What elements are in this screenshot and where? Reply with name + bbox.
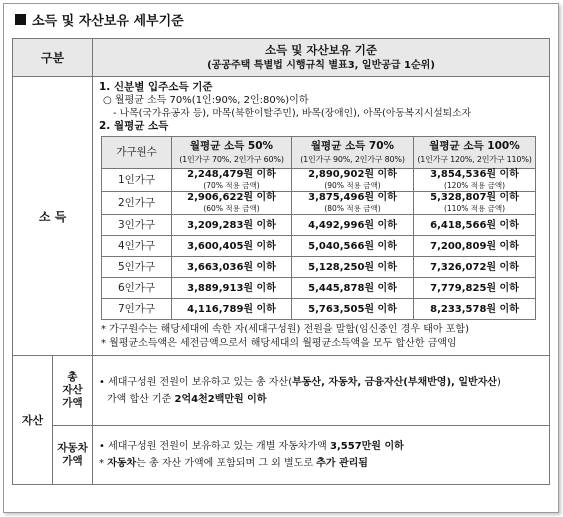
- income-section-1: 1. 신분별 입주소득 기준: [99, 81, 213, 93]
- cell-100: 5,328,807원 이하 (110% 적용 금액): [414, 192, 536, 215]
- cell-100: 3,854,536원 이하 (120% 적용 금액): [414, 169, 536, 192]
- cell-100: 7,200,809원 이하: [414, 236, 536, 257]
- income-col-70: 월평균 소득 70% (1인가구 90%, 2인가구 80%): [292, 137, 414, 169]
- cell-70: 5,763,505원 이하: [292, 299, 414, 320]
- row-household: 7인가구: [102, 299, 172, 320]
- cell-50: 3,889,913원 이하: [172, 278, 292, 299]
- row-household: 4인가구: [102, 236, 172, 257]
- cell-70: 2,890,902원 이하 (90% 적용 금액): [292, 169, 414, 192]
- income-note-2: * 월평균소득액은 세전금액으로서 해당세대의 월평균소득액을 모두 합산한 금액임: [101, 338, 457, 349]
- square-bullet-icon: [15, 14, 26, 25]
- asset-label: 자산: [13, 356, 53, 485]
- table-row: [102, 215, 536, 236]
- income-line-2: - 나목(국가유공자 등), 마목(북한이탈주민), 바목(장애인), 아목(아동복지시설퇴소자: [113, 108, 472, 119]
- row-household: 2인가구: [102, 192, 172, 215]
- income-table: [101, 136, 536, 320]
- income-col-household: 가구원수: [102, 137, 172, 169]
- cell-100: 6,418,566원 이하: [414, 215, 536, 236]
- cell-50: 3,600,405원 이하: [172, 236, 292, 257]
- table-row: [102, 278, 536, 299]
- income-content: [93, 77, 550, 356]
- cell-100: 8,233,578원 이하: [414, 299, 536, 320]
- total-asset-label: 총 자산 가액: [53, 356, 93, 426]
- income-line-1: ○ 월평균 소득 70%(1인:90%, 2인:80%)이하: [103, 95, 309, 106]
- cell-70: 5,128,250원 이하: [292, 257, 414, 278]
- row-household: 1인가구: [102, 169, 172, 192]
- criteria-table: [12, 38, 550, 485]
- income-col-100: 월평균 소득 100% (1인가구 120%, 2인가구 110%): [414, 137, 536, 169]
- row-household: 5인가구: [102, 257, 172, 278]
- table-row: [102, 236, 536, 257]
- income-section-2: 2. 월평균 소득: [99, 120, 169, 132]
- cell-50: 2,906,622원 이하 (60% 적용 금액): [172, 192, 292, 215]
- row-household: 3인가구: [102, 215, 172, 236]
- cell-50: 3,209,283원 이하: [172, 215, 292, 236]
- cell-100: 7,779,825원 이하: [414, 278, 536, 299]
- income-label: 소 득: [13, 77, 93, 356]
- table-row: [102, 192, 536, 215]
- header-criteria-subtitle: (공공주택 특별법 시행규칙 별표3, 일반공급 1순위): [207, 59, 435, 71]
- car-asset-content: • 세대구성원 전원이 보유하고 있는 개별 자동차가액 3,557만원 이하 * 자동차는 총 자산 가액에 포함되며 그 외 별도로 추가 관리됨: [93, 426, 550, 485]
- header-criteria-title: 소득 및 자산보유 기준: [265, 42, 377, 57]
- car-asset-label: 자동차 가액: [53, 426, 93, 485]
- cell-100: 7,326,072원 이하: [414, 257, 536, 278]
- header-criteria: [93, 39, 550, 77]
- section-title: [15, 10, 184, 29]
- cell-70: 4,492,996원 이하: [292, 215, 414, 236]
- cell-70: 3,875,496원 이하 (80% 적용 금액): [292, 192, 414, 215]
- total-asset-content: • 세대구성원 전원이 보유하고 있는 총 자산(부동산, 자동차, 금융자산(부채반영), 일반자산) 가액 합산 기준 2억4천2백만원 이하: [93, 356, 550, 426]
- cell-50: 3,663,036원 이하: [172, 257, 292, 278]
- income-note-1: * 가구원수는 해당세대에 속한 자(세대구성원) 전원을 말함(임신중인 경우 태아 포함): [101, 324, 469, 335]
- cell-50: 2,248,479원 이하 (70% 적용 금액): [172, 169, 292, 192]
- income-col-50: 월평균 소득 50% (1인가구 70%, 2인가구 60%): [172, 137, 292, 169]
- section-title-text: 소득 및 자산보유 세부기준: [32, 14, 184, 29]
- table-row: [102, 257, 536, 278]
- header-category: 구분: [13, 39, 93, 77]
- cell-70: 5,445,878원 이하: [292, 278, 414, 299]
- table-row: [102, 299, 536, 320]
- cell-50: 4,116,789원 이하: [172, 299, 292, 320]
- cell-70: 5,040,566원 이하: [292, 236, 414, 257]
- row-household: 6인가구: [102, 278, 172, 299]
- table-row: [102, 169, 536, 192]
